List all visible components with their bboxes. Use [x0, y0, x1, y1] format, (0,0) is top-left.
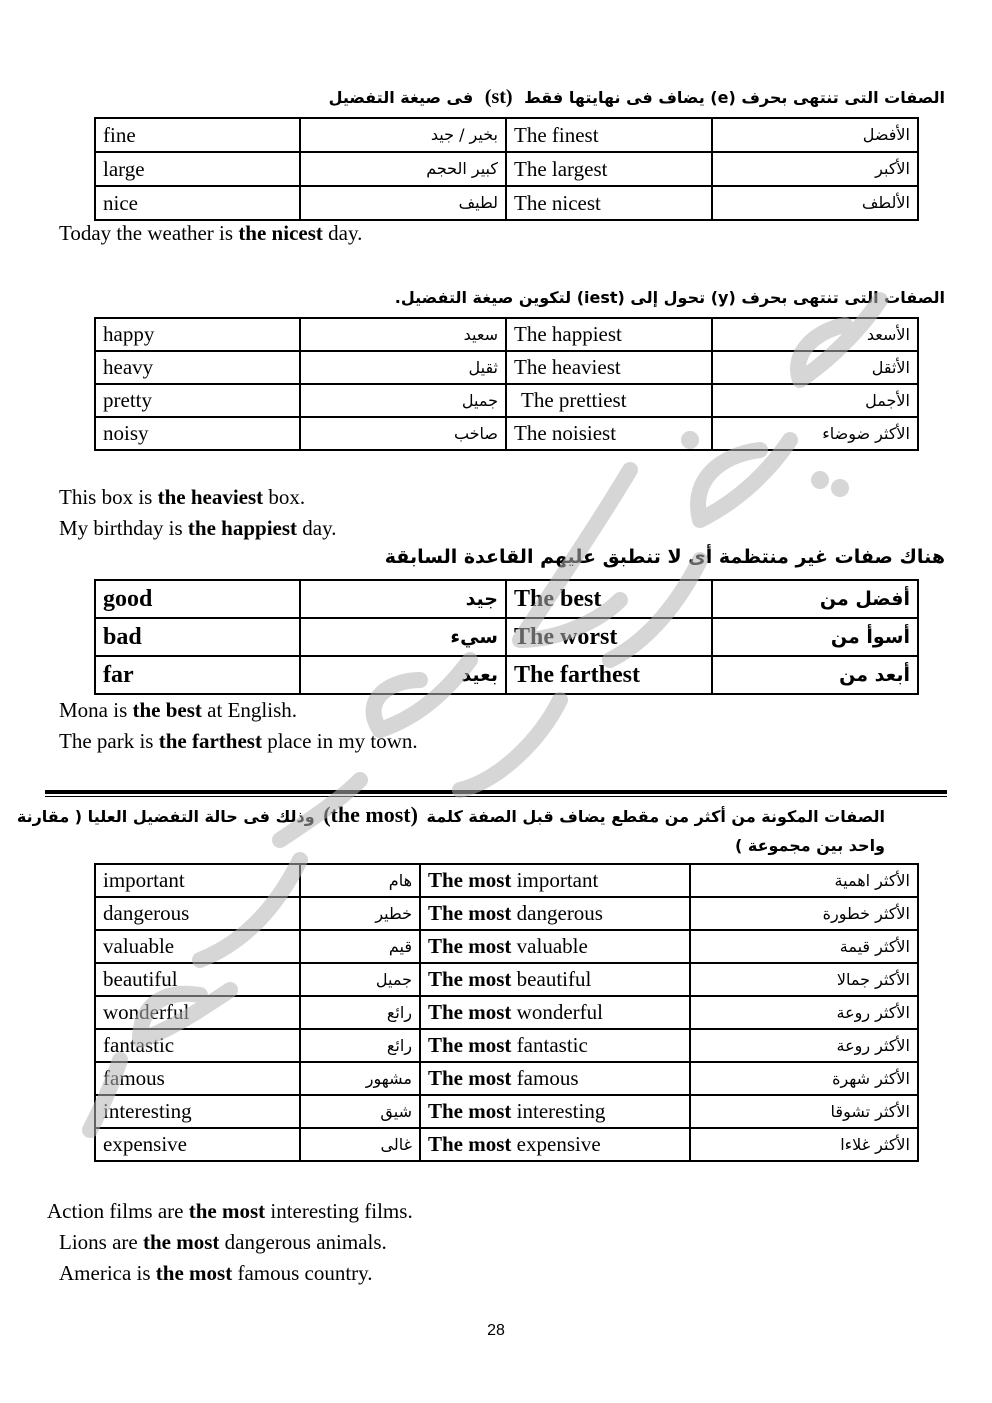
superlative-meaning-cell: الأثقل [712, 351, 918, 384]
superlative-cell: The heaviest [506, 351, 712, 384]
superlative-word: famous [511, 1066, 579, 1090]
sentence-text: at English. [201, 698, 297, 722]
sentence-text: interesting films. [265, 1199, 413, 1223]
meaning-cell: هام [300, 864, 420, 897]
example-sentence [59, 698, 297, 723]
meaning-cell: شيق [300, 1095, 420, 1128]
sentence-bold: the farthest [158, 729, 262, 753]
table-row [95, 656, 918, 694]
sentence-text: dangerous animals. [219, 1230, 387, 1254]
meaning-cell: مشهور [300, 1062, 420, 1095]
most-label: The most [428, 1066, 512, 1090]
adjective-cell: happy [95, 318, 300, 351]
adjective-cell: nice [95, 186, 300, 220]
section1-heading-pre: الصفات التى تنتهى بحرف (e) يضاف فى نهايتها فقط [524, 88, 945, 107]
superlative-meaning-cell: الأسعد [712, 318, 918, 351]
adjective-cell: noisy [95, 417, 300, 450]
superlative-meaning-cell: الأكثر روعة [690, 1029, 918, 1062]
superlative-cell [420, 1128, 690, 1161]
superlative-cell: The nicest [506, 186, 712, 220]
table-row [95, 384, 918, 417]
adjective-cell: bad [95, 618, 300, 656]
superlative-cell [420, 996, 690, 1029]
superlative-word: valuable [511, 934, 588, 958]
superlative-cell [420, 930, 690, 963]
meaning-cell: سيء [300, 618, 506, 656]
sentence-text: This box is [59, 485, 158, 509]
superlative-word: expensive [511, 1132, 601, 1156]
superlative-cell [420, 1062, 690, 1095]
sentence-text: Action films are [47, 1199, 189, 1223]
most-label: The most [428, 967, 512, 991]
table-row [95, 897, 918, 930]
example-sentence [59, 485, 305, 510]
table-row [95, 1095, 918, 1128]
section4-table [94, 863, 919, 1162]
table-row [95, 417, 918, 450]
table-row [95, 152, 918, 186]
superlative-meaning-cell: الأجمل [712, 384, 918, 417]
example-sentence [59, 1230, 387, 1255]
section3-heading: هناك صفات غير منتظمة أى لا تنطبق عليهم القاعدة السابقة [384, 546, 945, 568]
section4-heading-tag: (the most) [323, 802, 418, 827]
table-row [95, 1128, 918, 1161]
example-sentence [59, 1261, 373, 1286]
meaning-cell: لطيف [300, 186, 506, 220]
adjective-cell: expensive [95, 1128, 300, 1161]
sentence-text: day. [297, 516, 337, 540]
superlative-word: important [511, 868, 599, 892]
superlative-cell [420, 963, 690, 996]
section3-table [94, 579, 919, 695]
meaning-cell: رائع [300, 996, 420, 1029]
meaning-cell: بخير / جيد [300, 118, 506, 152]
example-sentence [59, 516, 337, 541]
meaning-cell: صاخب [300, 417, 506, 450]
most-label: The most [428, 901, 512, 925]
sentence-text: My birthday is [59, 516, 188, 540]
table-row [95, 318, 918, 351]
sentence-text: day. [322, 221, 363, 245]
superlative-meaning-cell: الألطف [712, 186, 918, 220]
most-label: The most [428, 868, 512, 892]
superlative-meaning-cell: الأكثر شهرة [690, 1062, 918, 1095]
table-row [95, 186, 918, 220]
section2-table [94, 317, 919, 451]
meaning-cell: جميل [300, 963, 420, 996]
superlative-cell: The finest [506, 118, 712, 152]
example-sentence [59, 729, 418, 754]
adjective-cell: heavy [95, 351, 300, 384]
superlative-word: wonderful [511, 1000, 603, 1024]
sentence-text: The park is [59, 729, 159, 753]
superlative-meaning-cell: أسوأ من [712, 618, 918, 656]
superlative-meaning-cell: الأكثر جمالا [690, 963, 918, 996]
superlative-cell: The best [506, 580, 712, 618]
superlative-meaning-cell: الأكثر ضوضاء [712, 417, 918, 450]
superlative-cell: The happiest [506, 318, 712, 351]
sentence-bold: the happiest [187, 516, 298, 540]
adjective-cell: large [95, 152, 300, 186]
adjective-cell: pretty [95, 384, 300, 417]
sentence-bold: the heaviest [157, 485, 264, 509]
sentence-text: Today the weather is [59, 221, 239, 245]
table-row [95, 351, 918, 384]
meaning-cell: جميل [300, 384, 506, 417]
superlative-meaning-cell: الأكثر قيمة [690, 930, 918, 963]
table-row [95, 930, 918, 963]
page-number: 28 [487, 1322, 505, 1339]
sentence-text: Mona is [59, 698, 133, 722]
superlative-cell [420, 897, 690, 930]
adjective-cell: important [95, 864, 300, 897]
table-row [95, 1062, 918, 1095]
sentence-bold: the most [155, 1261, 233, 1285]
superlative-cell: The prettiest [506, 384, 712, 417]
table-row [95, 1029, 918, 1062]
adjective-cell: beautiful [95, 963, 300, 996]
table-row [95, 118, 918, 152]
meaning-cell: غالى [300, 1128, 420, 1161]
adjective-cell: far [95, 656, 300, 694]
section1-heading-post: فى صيغة التفضيل [328, 88, 474, 107]
superlative-meaning-cell: أفضل من [712, 580, 918, 618]
section4-heading-post: وذلك فى حالة التفضيل العليا ( مقارنة [16, 807, 315, 826]
adjective-cell: famous [95, 1062, 300, 1095]
superlative-meaning-cell: الأكثر خطورة [690, 897, 918, 930]
superlative-meaning-cell: الأكثر تشوقا [690, 1095, 918, 1128]
superlative-meaning-cell: الأكثر غلاءا [690, 1128, 918, 1161]
most-label: The most [428, 934, 512, 958]
superlative-word: interesting [511, 1099, 606, 1123]
meaning-cell: ثقيل [300, 351, 506, 384]
adjective-cell: valuable [95, 930, 300, 963]
superlative-cell: The worst [506, 618, 712, 656]
superlative-meaning-cell: الأكثر اهمية [690, 864, 918, 897]
superlative-cell: The farthest [506, 656, 712, 694]
adjective-cell: wonderful [95, 996, 300, 1029]
most-label: The most [428, 1033, 512, 1057]
meaning-cell: جيد [300, 580, 506, 618]
meaning-cell: كبير الحجم [300, 152, 506, 186]
adjective-cell: fine [95, 118, 300, 152]
sentence-bold: the most [142, 1230, 220, 1254]
section1-heading [300, 86, 945, 109]
adjective-cell: fantastic [95, 1029, 300, 1062]
sentence-text: Lions are [59, 1230, 143, 1254]
sentence-text: famous country. [232, 1261, 373, 1285]
superlative-cell [420, 1029, 690, 1062]
section4-heading-pre: الصفات المكونة من أكثر من مقطع يضاف قبل الصفة كلمة [426, 807, 885, 826]
meaning-cell: بعيد [300, 656, 506, 694]
superlative-word: beautiful [511, 967, 592, 991]
section2-heading: الصفات التى تنتهى بحرف (y) تحول إلى (iest) لتكوين صيغة التفضيل. [394, 288, 945, 307]
section-divider [45, 790, 947, 794]
most-label: The most [428, 1132, 512, 1156]
section1-table [94, 117, 919, 221]
table-row [95, 618, 918, 656]
meaning-cell: رائع [300, 1029, 420, 1062]
sentence-bold: the nicest [238, 221, 323, 245]
section4-heading-line2: واحد بين مجموعة ) [735, 836, 885, 855]
sentence-text: box. [263, 485, 306, 509]
superlative-cell [420, 864, 690, 897]
sentence-text: America is [59, 1261, 156, 1285]
table-row [95, 864, 918, 897]
sentence-text: place in my town. [261, 729, 418, 753]
section-divider-thin [45, 796, 947, 797]
superlative-meaning-cell: الأكبر [712, 152, 918, 186]
adjective-cell: good [95, 580, 300, 618]
adjective-cell: dangerous [95, 897, 300, 930]
superlative-word: dangerous [511, 901, 603, 925]
most-label: The most [428, 1099, 512, 1123]
table-row [95, 580, 918, 618]
superlative-cell: The largest [506, 152, 712, 186]
section4-heading [16, 802, 885, 828]
sentence-bold: the best [132, 698, 202, 722]
sentence-bold: the most [188, 1199, 266, 1223]
table-row [95, 963, 918, 996]
superlative-meaning-cell: الأفضل [712, 118, 918, 152]
section1-heading-tag: (st) [484, 86, 513, 108]
table-row [95, 996, 918, 1029]
example-sentence [59, 221, 362, 246]
meaning-cell: قيم [300, 930, 420, 963]
meaning-cell: خطير [300, 897, 420, 930]
most-label: The most [428, 1000, 512, 1024]
superlative-cell [420, 1095, 690, 1128]
superlative-word: fantastic [511, 1033, 588, 1057]
superlative-meaning-cell: أبعد من [712, 656, 918, 694]
adjective-cell: interesting [95, 1095, 300, 1128]
superlative-cell: The noisiest [506, 417, 712, 450]
meaning-cell: سعيد [300, 318, 506, 351]
superlative-meaning-cell: الأكثر روعة [690, 996, 918, 1029]
example-sentence [47, 1199, 413, 1224]
